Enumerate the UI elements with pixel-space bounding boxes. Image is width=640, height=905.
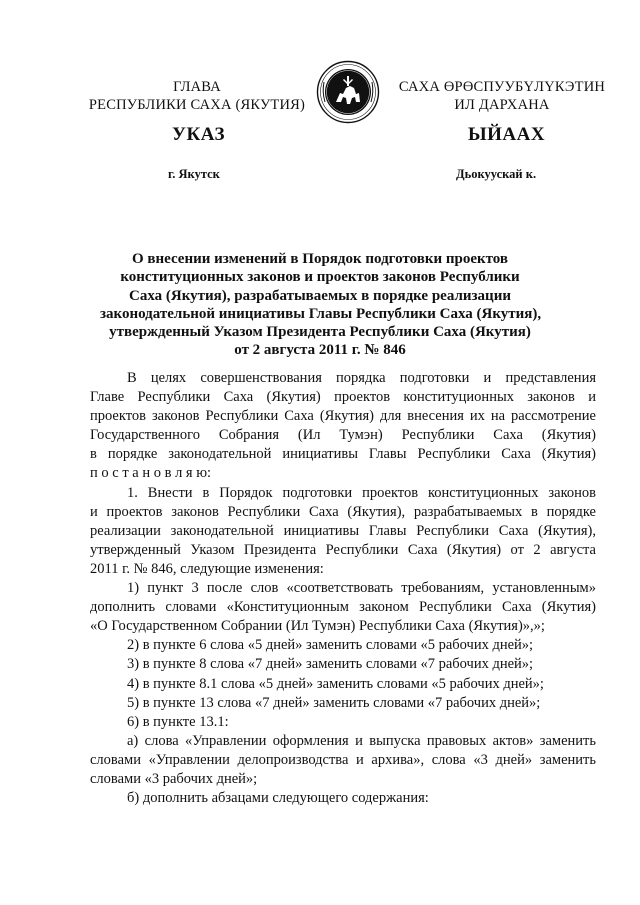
- coat-of-arms-emblem: [316, 60, 380, 124]
- city-sah: Дьокуускай к.: [456, 167, 537, 181]
- body-line: 3) в пункте 8 слова «7 дней» заменить словами «7 рабочих дней»;: [127, 656, 534, 673]
- header-left-block: [82, 78, 312, 114]
- body-line: дополнить словами «Конституционным законом Республики Саха (Якутия): [90, 599, 596, 616]
- title-line: утвержденный Указом Президента Республики Саха (Якутия): [109, 324, 531, 341]
- body-line: словами «Управлении делопроизводства и архива», слова «3 дней» заменить: [90, 751, 596, 768]
- body-line: 1. Внести в Порядок подготовки проектов конституционных законов: [127, 484, 596, 501]
- title-line: от 2 августа 2011 г. № 846: [234, 342, 406, 359]
- body-line: 6) в пункте 13.1:: [127, 713, 229, 730]
- body-line: утвержденный Указом Президента Республики Саха (Якутия) от 2 августа: [90, 541, 596, 558]
- city-ru: г. Якутск: [168, 167, 220, 181]
- body-line: и проектов законов Республики Саха (Якутия), разрабатываемых в порядке: [90, 503, 596, 520]
- doc-type-ru: УКАЗ: [172, 124, 225, 145]
- body-line: «О Государственном Собрании (Ил Тумэн) Республики Саха (Якутия)»,»;: [90, 618, 545, 635]
- body-line: 2) в пункте 6 слова «5 дней» заменить словами «5 рабочих дней»;: [127, 637, 534, 654]
- header-right-line: САХА ӨРӨСПУУБҮЛҮКЭТИН: [398, 79, 606, 95]
- body-line: 4) в пункте 8.1 слова «5 дней» заменить словами «5 рабочих дней»;: [127, 675, 544, 692]
- body-line: Главе Республики Саха (Якутия) проектов конституционных законов и: [90, 389, 596, 406]
- header-left-line: ГЛАВА: [173, 79, 221, 95]
- body-line: реализации законодательной инициативы Главы Республики Саха (Якутия),: [90, 522, 596, 539]
- header-right-block: [382, 78, 622, 114]
- body-line: проектов законов Республики Саха (Якутия) для внесения их на рассмотрение: [90, 408, 596, 425]
- decree-body: [90, 369, 596, 808]
- body-line: б) дополнить абзацами следующего содержания:: [127, 790, 429, 807]
- title-line: О внесении изменений в Порядок подготовки проектов: [131, 251, 509, 267]
- header-right-line: ИЛ ДАРХАНА: [454, 97, 550, 113]
- body-line: Государственного Собрания (Ил Тумэн) Республики Саха (Якутия): [90, 427, 596, 444]
- decree-title: [100, 250, 540, 360]
- title-line: Саха (Якутия), разрабатываемых в порядке реализации: [129, 287, 511, 304]
- body-line: 2011 г. № 846, следующие изменения:: [90, 560, 324, 577]
- body-line: 5) в пункте 13 слова «7 дней» заменить словами «7 рабочих дней»;: [127, 694, 541, 711]
- body-line: В целях совершенствования порядка подготовки и представления: [127, 370, 596, 386]
- title-line: законодательной инициативы Главы Республики Саха (Якутия),: [100, 305, 542, 322]
- body-line: в порядке законодательной инициативы Главы Республики Саха (Якутия): [90, 446, 596, 463]
- body-line: 1) пункт 3 после слов «соответствовать требованиям, установленным»: [127, 580, 596, 597]
- header-left-line: РЕСПУБЛИКИ САХА (ЯКУТИЯ): [88, 97, 306, 113]
- title-line: конституционных законов и проектов законов Республики: [120, 269, 520, 286]
- body-line: п о с т а н о в л я ю:: [90, 465, 212, 482]
- doc-type-sah: ЫЙААХ: [468, 124, 546, 145]
- body-line: словами «3 рабочих дней»;: [90, 770, 258, 787]
- body-line: а) слова «Управлении оформления и выпуска правовых актов» заменить: [127, 732, 596, 749]
